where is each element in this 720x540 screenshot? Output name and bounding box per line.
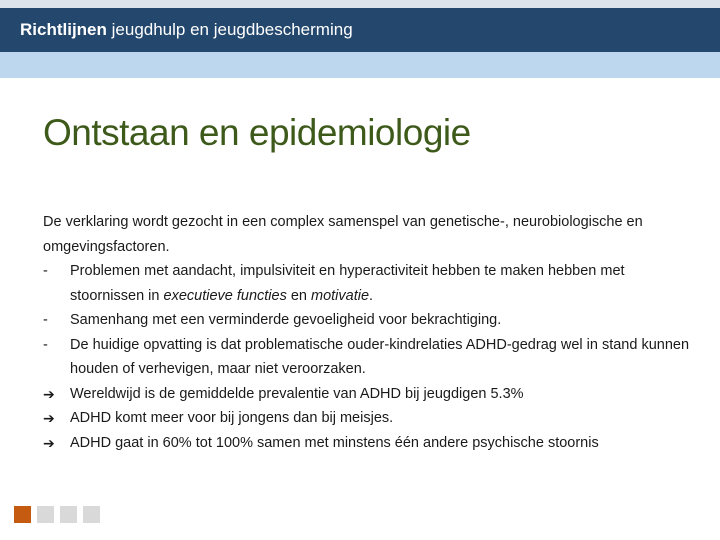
dash-marker: - — [43, 312, 48, 328]
top-stripe — [0, 0, 720, 8]
dash-marker: - — [43, 263, 48, 279]
list-item — [43, 259, 693, 308]
bullet-text: De huidige opvatting is dat problematische ouder-kindrelaties ADHD-gedrag wel in stand kunnen houden of verhevigen, maar niet veroorzaken. — [70, 336, 690, 377]
brand-rest: jeugdhulp en jeugdbescherming — [106, 20, 353, 39]
emphasis-executive-functions: executieve functies — [163, 287, 287, 304]
dash-marker: - — [43, 336, 48, 353]
progress-square — [60, 506, 77, 523]
bullet-text-mid: en — [286, 287, 312, 304]
bullet-text-start: Problemen met aandacht, impulsiviteit en hyperactiviteit hebben te maken hebben met stoornissen in — [70, 263, 625, 304]
emphasis-motivation: motivatie — [311, 287, 370, 304]
arrow-text: Wereldwijd is de gemiddelde prevalentie van ADHD bij jeugdigen 5.3% — [70, 385, 524, 402]
slide-progress-indicator — [14, 506, 100, 523]
arrow-text: ADHD gaat in 60% tot 100% samen met minstens één andere psychische stoornis — [70, 434, 599, 451]
dash-list — [43, 259, 693, 382]
sub-header-band — [0, 52, 720, 78]
list-item — [43, 382, 693, 407]
arrow-right-icon: ➔ — [43, 385, 55, 402]
arrow-right-icon: ➔ — [43, 410, 55, 426]
bullet-text: Samenhang met een verminderde gevoeligheid voor bekrachtiging. — [70, 312, 502, 328]
progress-square — [14, 506, 31, 523]
list-item — [43, 406, 693, 431]
bullet-text — [70, 259, 693, 308]
arrow-text: ADHD komt meer voor bij jongens dan bij meisjes. — [70, 410, 394, 426]
brand-title — [20, 20, 353, 40]
bullet-text-end: . — [369, 287, 374, 304]
header-bar — [0, 8, 720, 52]
slide-content — [43, 210, 693, 455]
progress-square — [83, 506, 100, 523]
brand-bold: Richtlijnen — [20, 20, 107, 39]
list-item — [43, 431, 693, 456]
intro-paragraph: De verklaring wordt gezocht in een complex samenspel van genetische-, neurobiologische en omgevingsfactoren. — [43, 214, 643, 255]
arrow-list — [43, 382, 693, 456]
progress-square — [37, 506, 54, 523]
list-item — [43, 308, 693, 333]
arrow-right-icon: ➔ — [43, 434, 55, 451]
list-item — [43, 333, 693, 382]
slide-title: Ontstaan en epidemiologie — [43, 112, 471, 153]
